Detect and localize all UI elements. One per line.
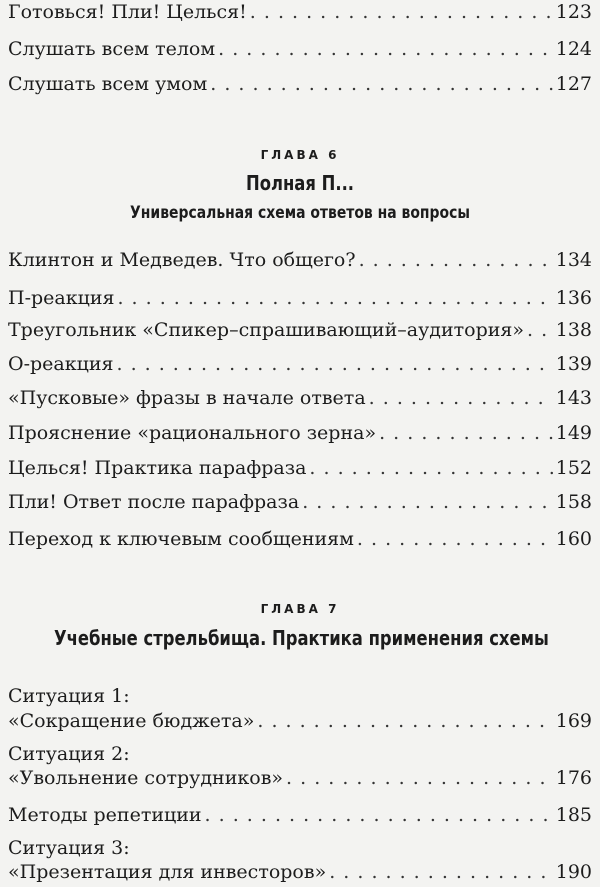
dot-leader bbox=[309, 456, 552, 480]
toc-entry[interactable] bbox=[8, 0, 592, 24]
toc-entry-page: 138 bbox=[555, 319, 592, 341]
toc-entry-title: Целься! Практика парафраза bbox=[8, 457, 307, 479]
toc-entry[interactable] bbox=[8, 803, 592, 827]
dot-leader bbox=[527, 318, 553, 342]
toc-entry-title: Клинтон и Медведев. Что общего? bbox=[8, 249, 356, 271]
toc-entry-page: 152 bbox=[555, 457, 592, 479]
toc-entry-page: 176 bbox=[555, 767, 592, 789]
dot-leader bbox=[210, 72, 552, 96]
toc-entry[interactable] bbox=[8, 709, 592, 733]
toc-entry-title: «Увольнение сотрудников» bbox=[8, 767, 284, 789]
toc-entry[interactable] bbox=[8, 860, 592, 884]
dot-leader bbox=[357, 527, 553, 551]
toc-entry-page: 160 bbox=[555, 528, 592, 550]
chapter-7-title: Учебные стрельбища. Практика применения схемы bbox=[54, 626, 549, 650]
toc-entry-title: «Сокращение бюджета» bbox=[8, 710, 255, 732]
dot-leader bbox=[250, 0, 553, 24]
toc-entry-title: Готовься! Пли! Целься! bbox=[8, 1, 247, 23]
chapter-6-label: ГЛАВА 6 bbox=[260, 148, 340, 162]
toc-entry-page: 149 bbox=[555, 422, 592, 444]
chapter-6-subtitle: Универсальная схема ответов на вопросы bbox=[130, 203, 470, 223]
dot-leader bbox=[117, 286, 552, 310]
dot-leader bbox=[329, 860, 553, 884]
toc-entry-title: «Пусковые» фразы в начале ответа bbox=[8, 387, 366, 409]
toc-entry[interactable] bbox=[8, 527, 592, 551]
dot-leader bbox=[286, 766, 553, 790]
situation-1-label: Ситуация 1: bbox=[8, 685, 130, 707]
toc-entry-page: 123 bbox=[555, 1, 592, 23]
toc-entry-title: Слушать всем умом bbox=[8, 73, 208, 95]
toc-entry-title: Слушать всем телом bbox=[8, 38, 216, 60]
toc-entry-page: 158 bbox=[555, 491, 592, 513]
toc-entry[interactable] bbox=[8, 490, 592, 514]
dot-leader bbox=[379, 421, 553, 445]
toc-entry-page: 143 bbox=[555, 387, 592, 409]
toc-entry-page: 190 bbox=[555, 861, 592, 883]
toc-entry[interactable] bbox=[8, 386, 592, 410]
toc-entry-title: О-реакция bbox=[8, 353, 114, 375]
toc-entry-title: П-реакция bbox=[8, 287, 115, 309]
toc-entry-title: Треугольник «Спикер–спрашивающий–аудитория» bbox=[8, 319, 525, 341]
toc-entry[interactable] bbox=[8, 766, 592, 790]
dot-leader bbox=[359, 248, 553, 272]
toc-entry[interactable] bbox=[8, 286, 592, 310]
dot-leader bbox=[205, 803, 553, 827]
toc-entry[interactable] bbox=[8, 248, 592, 272]
dot-leader bbox=[369, 386, 553, 410]
toc-entry[interactable] bbox=[8, 37, 592, 61]
dot-leader bbox=[218, 37, 553, 61]
toc-entry-page: 185 bbox=[555, 804, 592, 826]
toc-entry-title: Переход к ключевым сообщениям bbox=[8, 528, 354, 550]
toc-entry[interactable] bbox=[8, 456, 592, 480]
toc-entry-page: 124 bbox=[555, 38, 592, 60]
toc-entry[interactable] bbox=[8, 421, 592, 445]
chapter-7-label: ГЛАВА 7 bbox=[260, 602, 340, 616]
dot-leader bbox=[302, 490, 553, 514]
toc-entry-page: 139 bbox=[555, 353, 592, 375]
chapter-6-title: Полная П... bbox=[245, 171, 355, 195]
toc-entry-title: «Презентация для инвесторов» bbox=[8, 861, 327, 883]
toc-entry[interactable] bbox=[8, 72, 592, 96]
dot-leader bbox=[116, 352, 552, 376]
dot-leader bbox=[257, 709, 552, 733]
toc-entry-page: 136 bbox=[555, 287, 592, 309]
situation-2-label: Ситуация 2: bbox=[8, 743, 130, 765]
toc-entry-title: Методы репетиции bbox=[8, 804, 202, 826]
situation-3-label: Ситуация 3: bbox=[8, 837, 130, 859]
toc-entry-title: Пли! Ответ после парафраза bbox=[8, 491, 300, 513]
toc-entry-page: 169 bbox=[555, 710, 592, 732]
toc-entry-page: 134 bbox=[555, 249, 592, 271]
toc-entry[interactable] bbox=[8, 318, 592, 342]
toc-entry[interactable] bbox=[8, 352, 592, 376]
toc-entry-title: Прояснение «рационального зерна» bbox=[8, 422, 377, 444]
toc-entry-page: 127 bbox=[555, 73, 592, 95]
